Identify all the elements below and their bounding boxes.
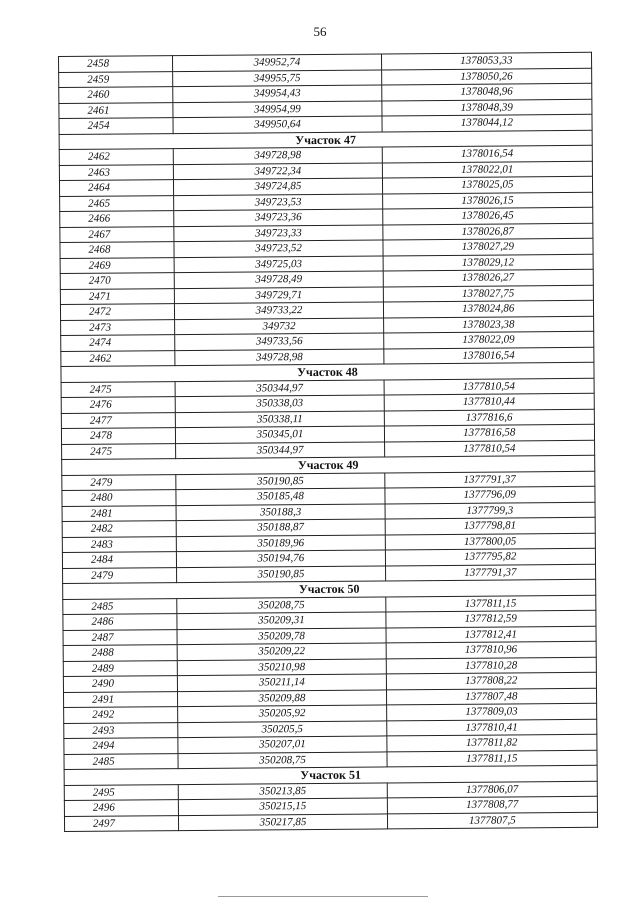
point-number-cell: 2494 [64,738,178,754]
x-coordinate-cell: 350213,85 [179,782,387,799]
y-coordinate-cell: 1378048,39 [381,99,592,116]
point-number-cell: 2454 [59,118,173,134]
x-coordinate-cell: 349722,34 [174,162,382,179]
x-coordinate-cell: 350185,48 [176,488,384,505]
point-number-cell: 2491 [63,691,177,707]
point-number-cell: 2461 [59,102,173,118]
point-number-cell: 2496 [64,800,178,816]
x-coordinate-cell: 350211,14 [178,674,386,691]
y-coordinate-cell: 1378026,45 [382,207,593,224]
point-number-cell: 2478 [61,428,175,444]
y-coordinate-cell: 1377811,82 [386,734,597,751]
point-number-cell: 2458 [59,56,173,72]
section-title: Участок 50 [63,579,596,599]
point-number-cell: 2485 [63,598,177,614]
point-number-cell: 2486 [63,614,177,630]
x-coordinate-cell: 349950,64 [173,116,381,133]
x-coordinate-cell: 350190,85 [176,472,384,489]
y-coordinate-cell: 1377810,96 [386,641,597,658]
y-coordinate-cell: 1377810,44 [384,393,595,410]
y-coordinate-cell: 1377791,37 [385,564,596,581]
x-coordinate-cell: 350209,22 [177,643,385,660]
y-coordinate-cell: 1378016,54 [383,347,594,364]
x-coordinate-cell: 349729,71 [175,286,383,303]
x-coordinate-cell: 349954,43 [173,85,381,102]
point-number-cell: 2487 [63,629,177,645]
point-number-cell: 2488 [63,645,177,661]
y-coordinate-cell: 1377808,22 [386,672,597,689]
x-coordinate-cell: 350209,78 [177,627,385,644]
x-coordinate-cell: 349732 [175,317,383,334]
point-number-cell: 2495 [64,784,178,800]
point-number-cell: 2465 [60,195,174,211]
y-coordinate-cell: 1377798,81 [385,517,596,534]
y-coordinate-cell: 1377800,05 [385,533,596,550]
y-coordinate-cell: 1377799,3 [385,502,596,519]
coordinates-table [58,52,598,832]
x-coordinate-cell: 350188,87 [176,519,384,536]
y-coordinate-cell: 1378016,54 [382,145,593,162]
y-coordinate-cell: 1378027,75 [383,285,594,302]
x-coordinate-cell: 350217,85 [179,813,387,830]
y-coordinate-cell: 1377811,15 [385,595,596,612]
x-coordinate-cell: 349725,03 [174,255,382,272]
point-number-cell: 2472 [60,304,174,320]
x-coordinate-cell: 349728,98 [175,348,383,365]
x-coordinate-cell: 350344,97 [176,441,384,458]
x-coordinate-cell: 350207,01 [178,736,386,753]
y-coordinate-cell: 1377810,54 [384,440,595,457]
y-coordinate-cell: 1377812,59 [385,610,596,627]
y-coordinate-cell: 1377811,15 [387,750,598,767]
x-coordinate-cell: 349728,98 [174,147,382,164]
point-number-cell: 2490 [63,676,177,692]
x-coordinate-cell: 350345,01 [176,426,384,443]
x-coordinate-cell: 349728,49 [175,271,383,288]
x-coordinate-cell: 349723,33 [174,224,382,241]
point-number-cell: 2479 [63,567,177,583]
x-coordinate-cell: 350205,92 [178,705,386,722]
x-coordinate-cell: 349954,99 [173,100,381,117]
point-number-cell: 2459 [59,71,173,87]
point-number-cell: 2475 [61,381,175,397]
x-coordinate-cell: 349723,36 [174,209,382,226]
y-coordinate-cell: 1377806,07 [387,781,598,798]
y-coordinate-cell: 1377812,41 [386,626,597,643]
y-coordinate-cell: 1378048,96 [381,83,592,100]
y-coordinate-cell: 1377808,77 [387,796,598,813]
y-coordinate-cell: 1377796,09 [384,486,595,503]
section-title: Участок 47 [59,130,592,150]
x-coordinate-cell: 350208,75 [178,751,386,768]
point-number-cell: 2484 [62,552,176,568]
y-coordinate-cell: 1377816,58 [384,424,595,441]
point-number-cell: 2466 [60,211,174,227]
x-coordinate-cell: 350189,96 [177,534,385,551]
y-coordinate-cell: 1377807,48 [386,688,597,705]
point-number-cell: 2471 [60,288,174,304]
y-coordinate-cell: 1377791,37 [384,471,595,488]
point-number-cell: 2467 [60,226,174,242]
y-coordinate-cell: 1378027,29 [383,238,594,255]
y-coordinate-cell: 1378026,87 [382,223,593,240]
point-number-cell: 2475 [62,443,176,459]
x-coordinate-cell: 350210,98 [178,658,386,675]
y-coordinate-cell: 1377810,28 [386,657,597,674]
x-coordinate-cell: 350205,5 [178,720,386,737]
y-coordinate-cell: 1378023,38 [383,316,594,333]
x-coordinate-cell: 349955,75 [173,69,381,86]
y-coordinate-cell: 1377795,82 [385,548,596,565]
point-number-cell: 2462 [61,350,175,366]
point-number-cell: 2473 [61,319,175,335]
point-number-cell: 2463 [59,164,173,180]
x-coordinate-cell: 350338,03 [176,395,384,412]
x-coordinate-cell: 349724,85 [174,178,382,195]
y-coordinate-cell: 1377810,41 [386,719,597,736]
y-coordinate-cell: 1378026,27 [383,269,594,286]
bottom-divider [218,896,428,897]
point-number-cell: 2474 [61,335,175,351]
x-coordinate-cell: 349733,22 [175,302,383,319]
section-title: Участок 51 [64,765,597,785]
point-number-cell: 2480 [62,490,176,506]
point-number-cell: 2476 [61,397,175,413]
point-number-cell: 2464 [59,180,173,196]
y-coordinate-cell: 1377810,54 [384,378,595,395]
point-number-cell: 2469 [60,257,174,273]
point-number-cell: 2481 [62,505,176,521]
coordinates-table-body [59,52,598,831]
y-coordinate-cell: 1377809,03 [386,703,597,720]
x-coordinate-cell: 349723,52 [174,240,382,257]
point-number-cell: 2470 [60,273,174,289]
y-coordinate-cell: 1377807,5 [387,812,598,829]
point-number-cell: 2468 [60,242,174,258]
y-coordinate-cell: 1377816,6 [384,409,595,426]
page-number: 56 [313,24,327,39]
x-coordinate-cell: 349952,74 [173,54,381,71]
x-coordinate-cell: 350190,85 [177,565,385,582]
point-number-cell: 2493 [64,722,178,738]
point-number-cell: 2462 [59,149,173,165]
x-coordinate-cell: 350209,88 [178,689,386,706]
x-coordinate-cell: 349733,56 [175,333,383,350]
y-coordinate-cell: 1378050,26 [381,68,592,85]
point-number-cell: 2483 [62,536,176,552]
point-number-cell: 2479 [62,474,176,490]
x-coordinate-cell: 350188,3 [176,503,384,520]
x-coordinate-cell: 350338,11 [176,410,384,427]
x-coordinate-cell: 350208,75 [177,596,385,613]
y-coordinate-cell: 1378044,12 [382,114,593,131]
point-number-cell: 2485 [64,753,178,769]
point-number-cell: 2489 [63,660,177,676]
x-coordinate-cell: 350344,97 [175,379,383,396]
x-coordinate-cell: 350194,76 [177,550,385,567]
section-title: Участок 49 [62,455,595,475]
y-coordinate-cell: 1378025,05 [382,176,593,193]
point-number-cell: 2482 [62,521,176,537]
y-coordinate-cell: 1378024,86 [383,300,594,317]
point-number-cell: 2497 [64,815,178,831]
y-coordinate-cell: 1378022,09 [383,331,594,348]
y-coordinate-cell: 1378026,15 [382,192,593,209]
x-coordinate-cell: 349723,53 [174,193,382,210]
y-coordinate-cell: 1378029,12 [383,254,594,271]
table-row [64,812,597,832]
point-number-cell: 2477 [61,412,175,428]
point-number-cell: 2460 [59,87,173,103]
y-coordinate-cell: 1378053,33 [381,52,592,69]
x-coordinate-cell: 350215,15 [179,798,387,815]
x-coordinate-cell: 350209,31 [177,612,385,629]
section-title: Участок 48 [61,362,594,382]
y-coordinate-cell: 1378022,01 [382,161,593,178]
point-number-cell: 2492 [64,707,178,723]
